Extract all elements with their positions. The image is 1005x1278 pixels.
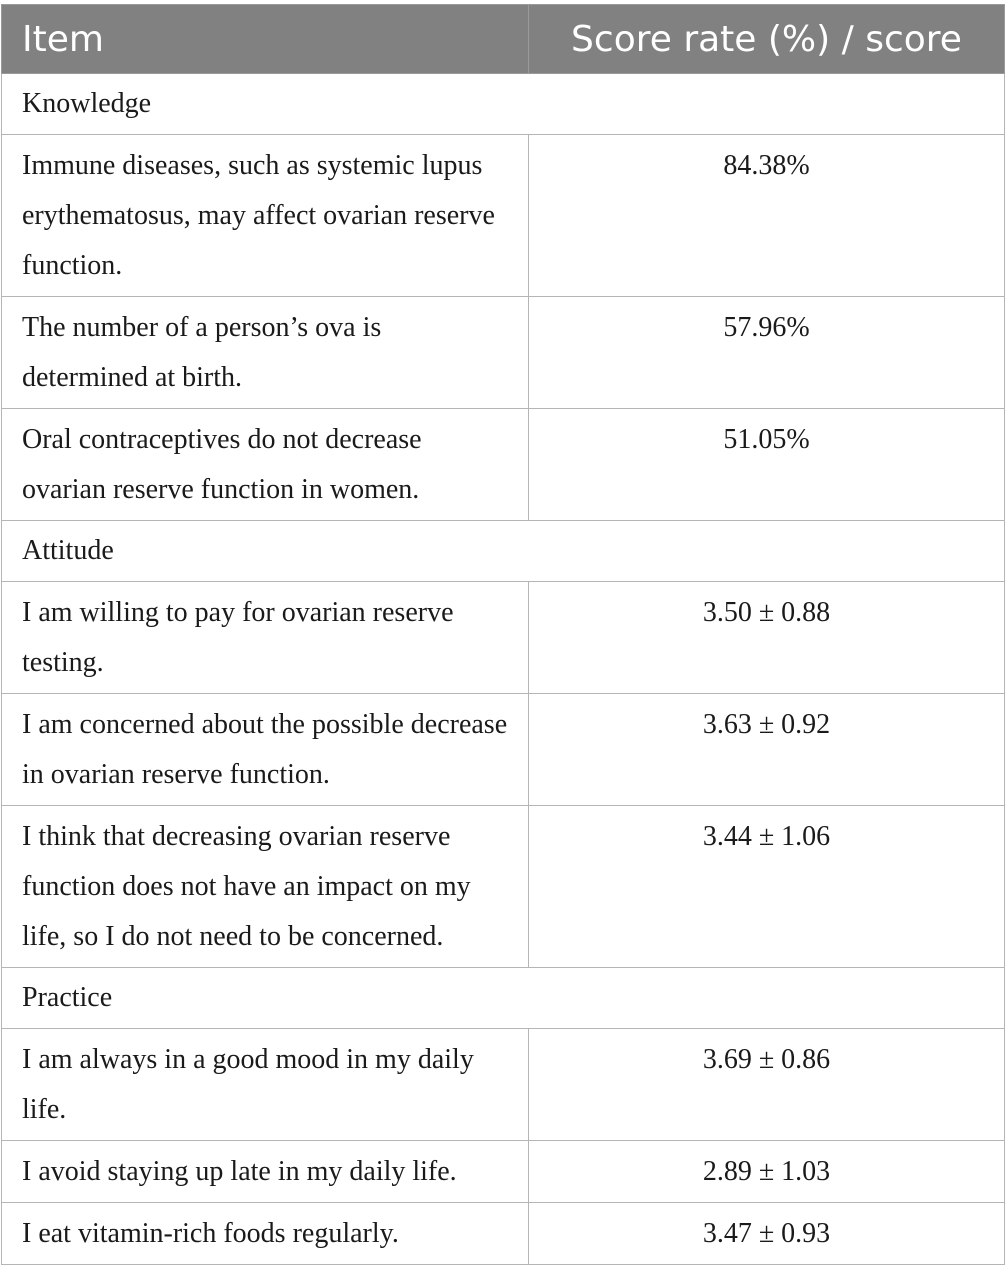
item-cell: I eat vitamin-rich foods regularly. <box>2 1203 529 1265</box>
score-cell: 3.44 ± 1.06 <box>529 806 1005 968</box>
item-cell: I am concerned about the possible decrease in ovarian reserve function. <box>2 694 529 806</box>
item-cell: I am always in a good mood in my daily life. <box>2 1029 529 1141</box>
table-body <box>2 74 1005 1265</box>
section-label: Practice <box>2 968 1005 1029</box>
score-cell: 3.47 ± 0.93 <box>529 1203 1005 1265</box>
table-row <box>2 582 1005 694</box>
score-cell: 3.69 ± 0.86 <box>529 1029 1005 1141</box>
score-cell: 57.96% <box>529 297 1005 409</box>
score-cell: 84.38% <box>529 135 1005 297</box>
table-row <box>2 1203 1005 1265</box>
score-cell: 2.89 ± 1.03 <box>529 1141 1005 1203</box>
table-row <box>2 1141 1005 1203</box>
table-header <box>2 5 1005 74</box>
section-row-practice <box>2 968 1005 1029</box>
header-item: Item <box>2 5 529 74</box>
section-label: Attitude <box>2 521 1005 582</box>
item-cell: Immune diseases, such as systemic lupus erythematosus, may affect ovarian reserve function. <box>2 135 529 297</box>
section-label: Knowledge <box>2 74 1005 135</box>
table-row <box>2 135 1005 297</box>
score-cell: 3.63 ± 0.92 <box>529 694 1005 806</box>
header-row <box>2 5 1005 74</box>
header-score: Score rate (%) / score <box>529 5 1005 74</box>
item-cell: I think that decreasing ovarian reserve function does not have an impact on my life, so I do not need to be concerned. <box>2 806 529 968</box>
score-cell: 3.50 ± 0.88 <box>529 582 1005 694</box>
table-row <box>2 694 1005 806</box>
section-row-attitude <box>2 521 1005 582</box>
kap-score-table <box>1 4 1005 1265</box>
table-row <box>2 297 1005 409</box>
score-cell: 51.05% <box>529 409 1005 521</box>
table-row <box>2 409 1005 521</box>
item-cell: I am willing to pay for ovarian reserve testing. <box>2 582 529 694</box>
item-cell: I avoid staying up late in my daily life. <box>2 1141 529 1203</box>
item-cell: Oral contraceptives do not decrease ovarian reserve function in women. <box>2 409 529 521</box>
table-row <box>2 1029 1005 1141</box>
section-row-knowledge <box>2 74 1005 135</box>
table-row <box>2 806 1005 968</box>
item-cell: The number of a person’s ova is determined at birth. <box>2 297 529 409</box>
